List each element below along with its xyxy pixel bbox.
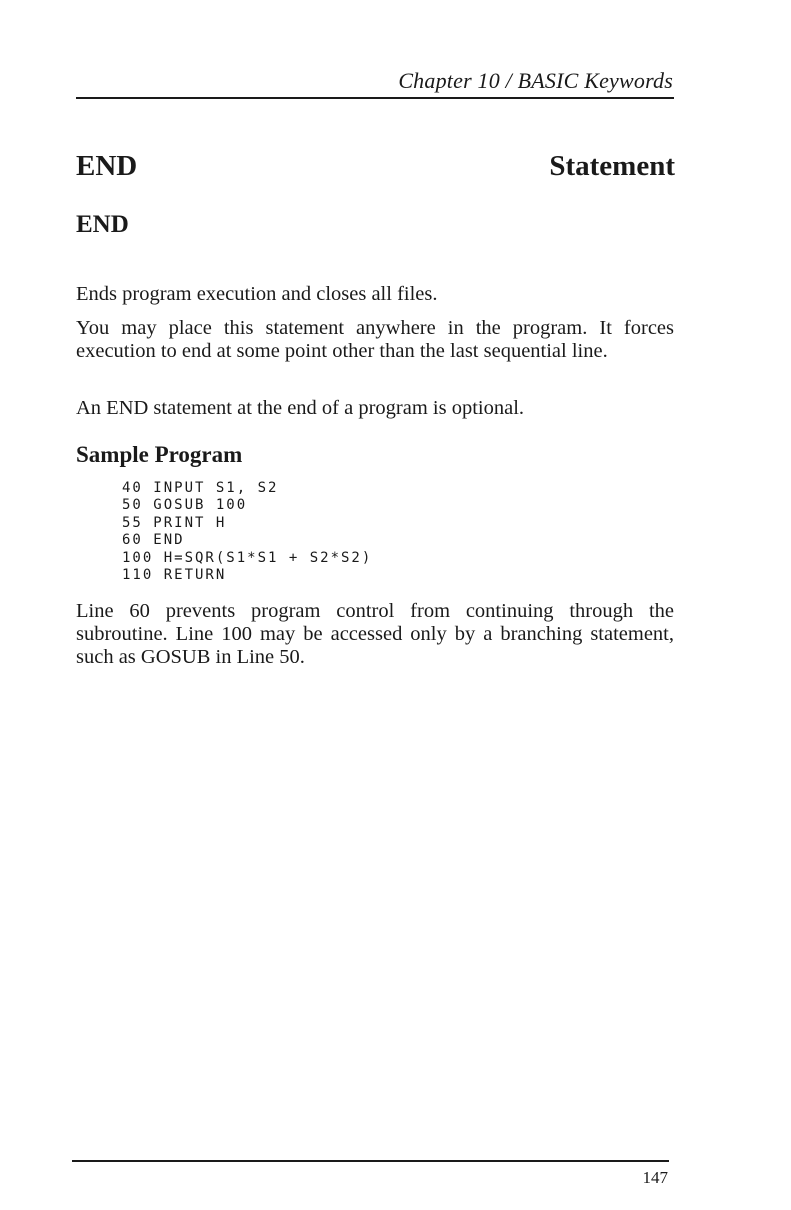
running-head: Chapter 10 / BASIC Keywords [398, 68, 673, 93]
description-paragraph: An END statement at the end of a program is optional. [76, 397, 525, 419]
code-line: 60 END [122, 532, 185, 549]
header-rule [76, 97, 674, 99]
page-number: 147 [642, 1168, 668, 1187]
syntax-line: END [76, 211, 129, 238]
code-line: 110 RETURN [122, 567, 227, 584]
description-paragraph: You may place this statement anywhere in the program. It forces execution to end at some point other than the last sequential line. [76, 317, 674, 362]
keyword-kind: Statement [549, 150, 675, 182]
code-line: 100 H=SQR(S1*S1 + S2*S2) [122, 549, 373, 566]
sample-program-heading: Sample Program [76, 442, 243, 467]
explanation-paragraph: Line 60 prevents program control from continuing through the subroutine. Line 100 may be accessed only by a branching statement, such as GOSUB in Line 50. [76, 600, 674, 668]
code-line: 55 PRINT H [122, 514, 227, 531]
sample-program-code [122, 480, 372, 584]
keyword-title: END [76, 150, 138, 182]
code-line: 50 GOSUB 100 [122, 497, 248, 514]
description-paragraph: Ends program execution and closes all files. [76, 283, 438, 305]
footer-rule [72, 1160, 669, 1162]
code-line: 40 INPUT S1, S2 [122, 480, 279, 496]
